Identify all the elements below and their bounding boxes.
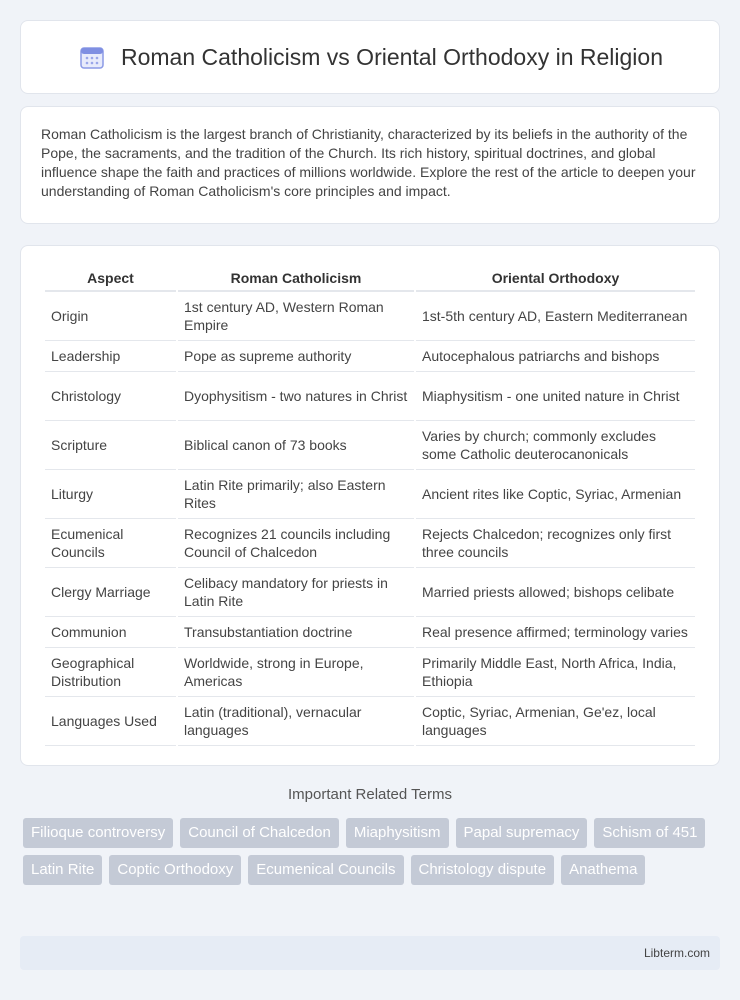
oriental-orthodoxy-cell: Ancient rites like Coptic, Syriac, Armenian (416, 470, 695, 519)
table-row (45, 568, 695, 617)
roman-catholicism-cell: Worldwide, strong in Europe, Americas (178, 648, 414, 697)
intro-text: Roman Catholicism is the largest branch of Christianity, characterized by its beliefs in the authority of the Pope, the sacraments, and the tradition of the Church. Its rich history, spiritual doctrines, and global influence shape the faith and practices of millions worldwide. Explore the rest of the article to deepen your understanding of Roman Catholicism's core principles and impact. (41, 126, 696, 199)
comparison-table-card (20, 245, 720, 766)
roman-catholicism-cell: Recognizes 21 councils including Council of Chalcedon (178, 519, 414, 568)
roman-catholicism-cell: Latin Rite primarily; also Eastern Rites (178, 470, 414, 519)
aspect-cell: Communion (45, 617, 176, 648)
oriental-orthodoxy-cell: Primarily Middle East, North Africa, India, Ethiopia (416, 648, 695, 697)
roman-catholicism-cell: Biblical canon of 73 books (178, 421, 414, 470)
column-header-aspect: Aspect (45, 262, 176, 292)
oriental-orthodoxy-cell: 1st-5th century AD, Eastern Mediterranean (416, 292, 695, 341)
table-row (45, 617, 695, 648)
aspect-cell: Languages Used (45, 697, 176, 746)
intro-card (20, 106, 720, 224)
related-term-tag[interactable]: Filioque controversy (23, 818, 173, 848)
oriental-orthodoxy-cell: Married priests allowed; bishops celibate (416, 568, 695, 617)
related-term-tag[interactable]: Schism of 451 (594, 818, 705, 848)
related-term-tag[interactable]: Papal supremacy (456, 818, 588, 848)
aspect-cell: Scripture (45, 421, 176, 470)
table-row (45, 470, 695, 519)
aspect-cell: Leadership (45, 341, 176, 372)
aspect-cell: Christology (45, 372, 176, 421)
roman-catholicism-cell: Latin (traditional), vernacular languages (178, 697, 414, 746)
related-term-tag[interactable]: Anathema (561, 855, 645, 885)
table-row (45, 519, 695, 568)
page-title: Roman Catholicism vs Oriental Orthodoxy in Religion (121, 43, 663, 70)
related-term-tag[interactable]: Miaphysitism (346, 818, 449, 848)
calendar-icon (77, 42, 107, 72)
table-row (45, 292, 695, 341)
related-terms-heading: Important Related Terms (288, 786, 452, 803)
aspect-cell: Liturgy (45, 470, 176, 519)
table-header-row (45, 262, 695, 292)
table-row (45, 421, 695, 470)
oriental-orthodoxy-cell: Rejects Chalcedon; recognizes only first three councils (416, 519, 695, 568)
related-terms-list (23, 818, 723, 885)
comparison-table (43, 262, 697, 746)
aspect-cell: Origin (45, 292, 176, 341)
column-header-oriental-orthodoxy: Oriental Orthodoxy (416, 262, 695, 292)
related-term-tag[interactable]: Latin Rite (23, 855, 102, 885)
table-row (45, 372, 695, 421)
footer-brand-link[interactable]: Libterm.com (643, 946, 710, 960)
related-term-tag[interactable]: Ecumenical Councils (248, 855, 403, 885)
roman-catholicism-cell: Pope as supreme authority (178, 341, 414, 372)
related-term-tag[interactable]: Coptic Orthodoxy (109, 855, 241, 885)
oriental-orthodoxy-cell: Miaphysitism - one united nature in Christ (416, 372, 695, 421)
aspect-cell: Clergy Marriage (45, 568, 176, 617)
related-term-tag[interactable]: Council of Chalcedon (180, 818, 339, 848)
roman-catholicism-cell: Dyophysitism - two natures in Christ (178, 372, 414, 421)
related-term-tag[interactable]: Christology dispute (411, 855, 555, 885)
oriental-orthodoxy-cell: Varies by church; commonly excludes some Catholic deuterocanonicals (416, 421, 695, 470)
oriental-orthodoxy-cell: Autocephalous patriarchs and bishops (416, 341, 695, 372)
table-row (45, 648, 695, 697)
roman-catholicism-cell: Celibacy mandatory for priests in Latin Rite (178, 568, 414, 617)
roman-catholicism-cell: 1st century AD, Western Roman Empire (178, 292, 414, 341)
roman-catholicism-cell: Transubstantiation doctrine (178, 617, 414, 648)
title-card (20, 20, 720, 94)
table-row (45, 341, 695, 372)
aspect-cell: Geographical Distribution (45, 648, 176, 697)
aspect-cell: Ecumenical Councils (45, 519, 176, 568)
oriental-orthodoxy-cell: Coptic, Syriac, Armenian, Ge'ez, local languages (416, 697, 695, 746)
oriental-orthodoxy-cell: Real presence affirmed; terminology varies (416, 617, 695, 648)
table-row (45, 697, 695, 746)
footer (20, 936, 720, 970)
column-header-roman-catholicism: Roman Catholicism (178, 262, 414, 292)
